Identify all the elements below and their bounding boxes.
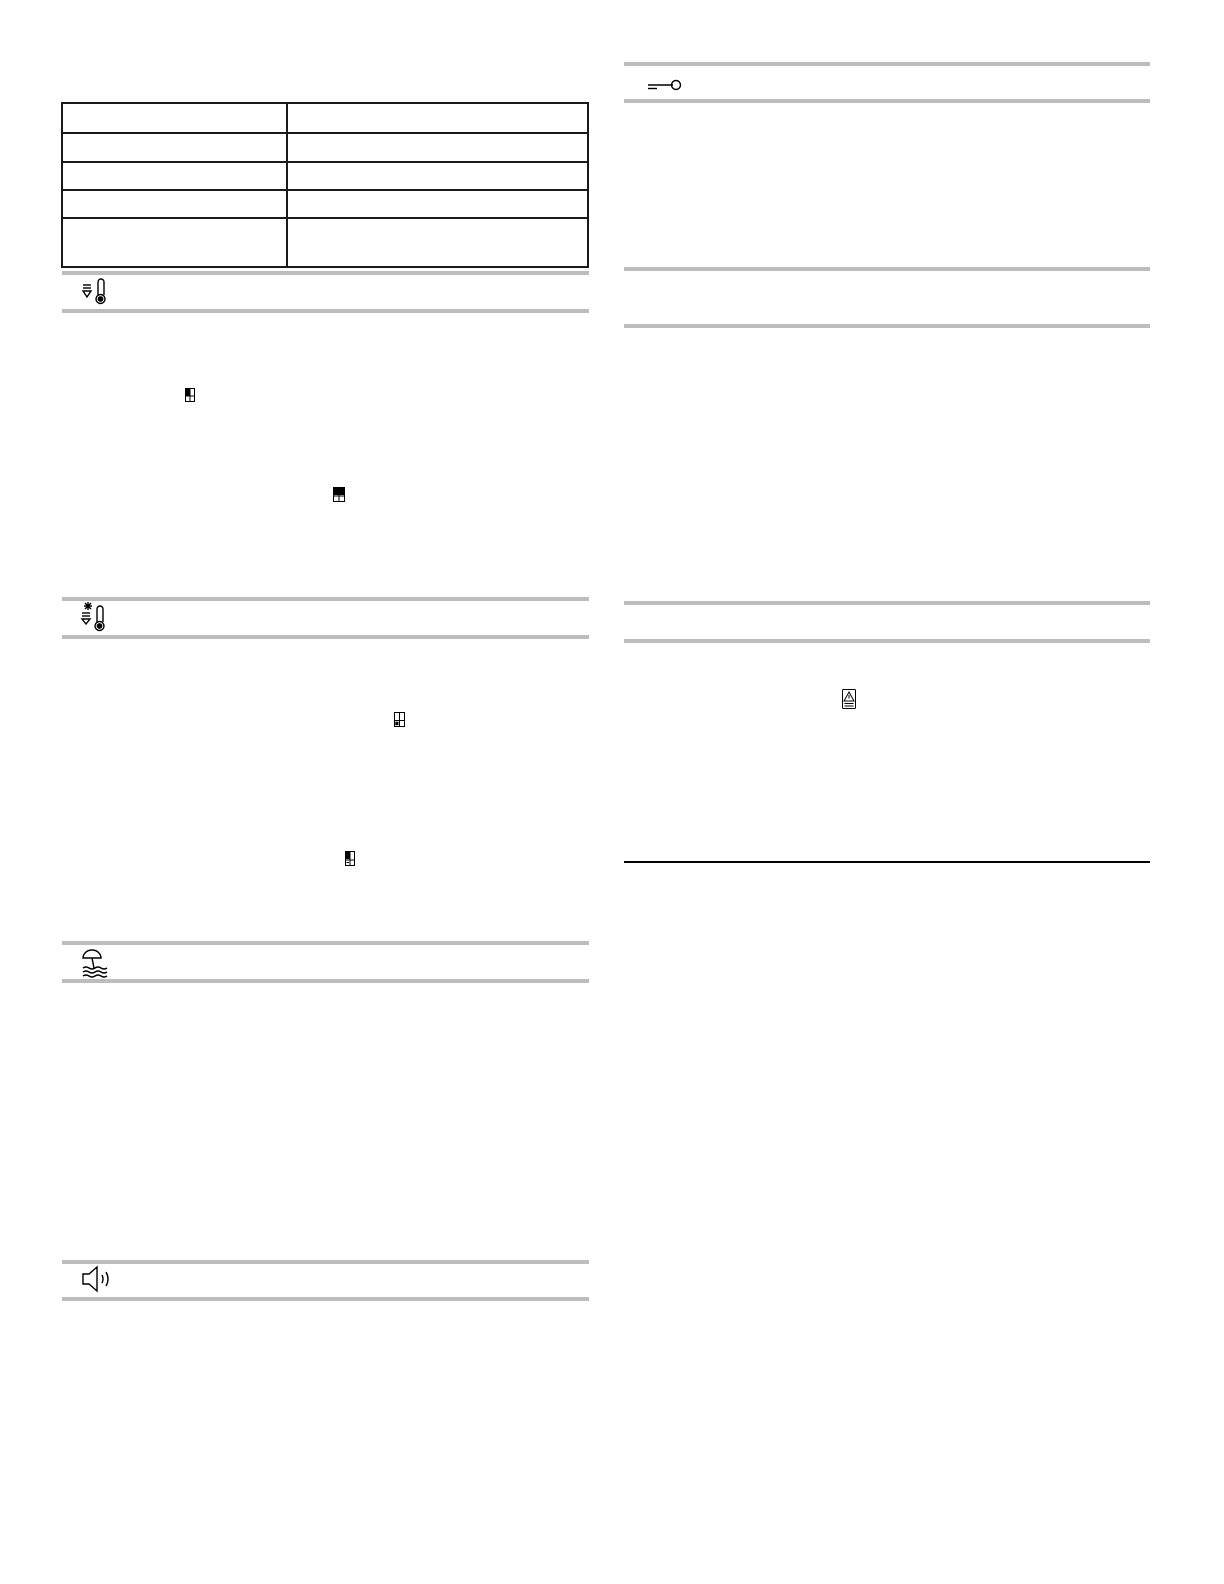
table-row bbox=[62, 190, 588, 218]
section-rule-top bbox=[624, 601, 1150, 605]
table-row bbox=[62, 133, 588, 162]
table-cell bbox=[62, 103, 287, 133]
section-divider bbox=[624, 861, 1150, 863]
fast-cool-thermometer-icon bbox=[81, 277, 111, 307]
section-rule-bottom bbox=[62, 979, 589, 983]
speaker-sound-icon bbox=[81, 1265, 113, 1293]
table-row bbox=[62, 103, 588, 133]
vacation-umbrella-icon bbox=[80, 946, 108, 978]
fast-freeze-thermometer-icon bbox=[80, 601, 110, 633]
section-rule-top bbox=[624, 62, 1150, 66]
table-cell bbox=[287, 162, 588, 190]
section-rule-top bbox=[624, 267, 1150, 271]
table-cell bbox=[62, 133, 287, 162]
table-cell bbox=[287, 190, 588, 218]
table-cell bbox=[287, 103, 588, 133]
section-rule-bottom bbox=[62, 1297, 589, 1301]
section-rule-top bbox=[62, 941, 589, 945]
table-cell bbox=[62, 218, 287, 267]
section-rule-bottom bbox=[62, 309, 589, 313]
fridge-outline-icon bbox=[394, 712, 405, 727]
section-rule-top bbox=[62, 597, 589, 601]
settings-table bbox=[61, 102, 589, 268]
table-row bbox=[62, 162, 588, 190]
fridge-double-door-icon bbox=[333, 487, 345, 502]
table-row bbox=[62, 218, 588, 267]
filter-alert-icon bbox=[842, 689, 856, 709]
fridge-left-door-icon bbox=[345, 851, 355, 866]
section-rule-bottom bbox=[624, 99, 1150, 103]
section-rule-bottom bbox=[624, 324, 1150, 328]
fridge-door-filled-icon bbox=[185, 388, 195, 402]
section-rule-top bbox=[62, 1260, 589, 1264]
table-cell bbox=[287, 218, 588, 267]
table-cell bbox=[62, 190, 287, 218]
key-lock-icon bbox=[645, 77, 683, 93]
table-cell bbox=[287, 133, 588, 162]
table-cell bbox=[62, 162, 287, 190]
section-rule-bottom bbox=[624, 639, 1150, 643]
section-rule-top bbox=[62, 271, 589, 275]
section-rule-bottom bbox=[62, 635, 589, 639]
